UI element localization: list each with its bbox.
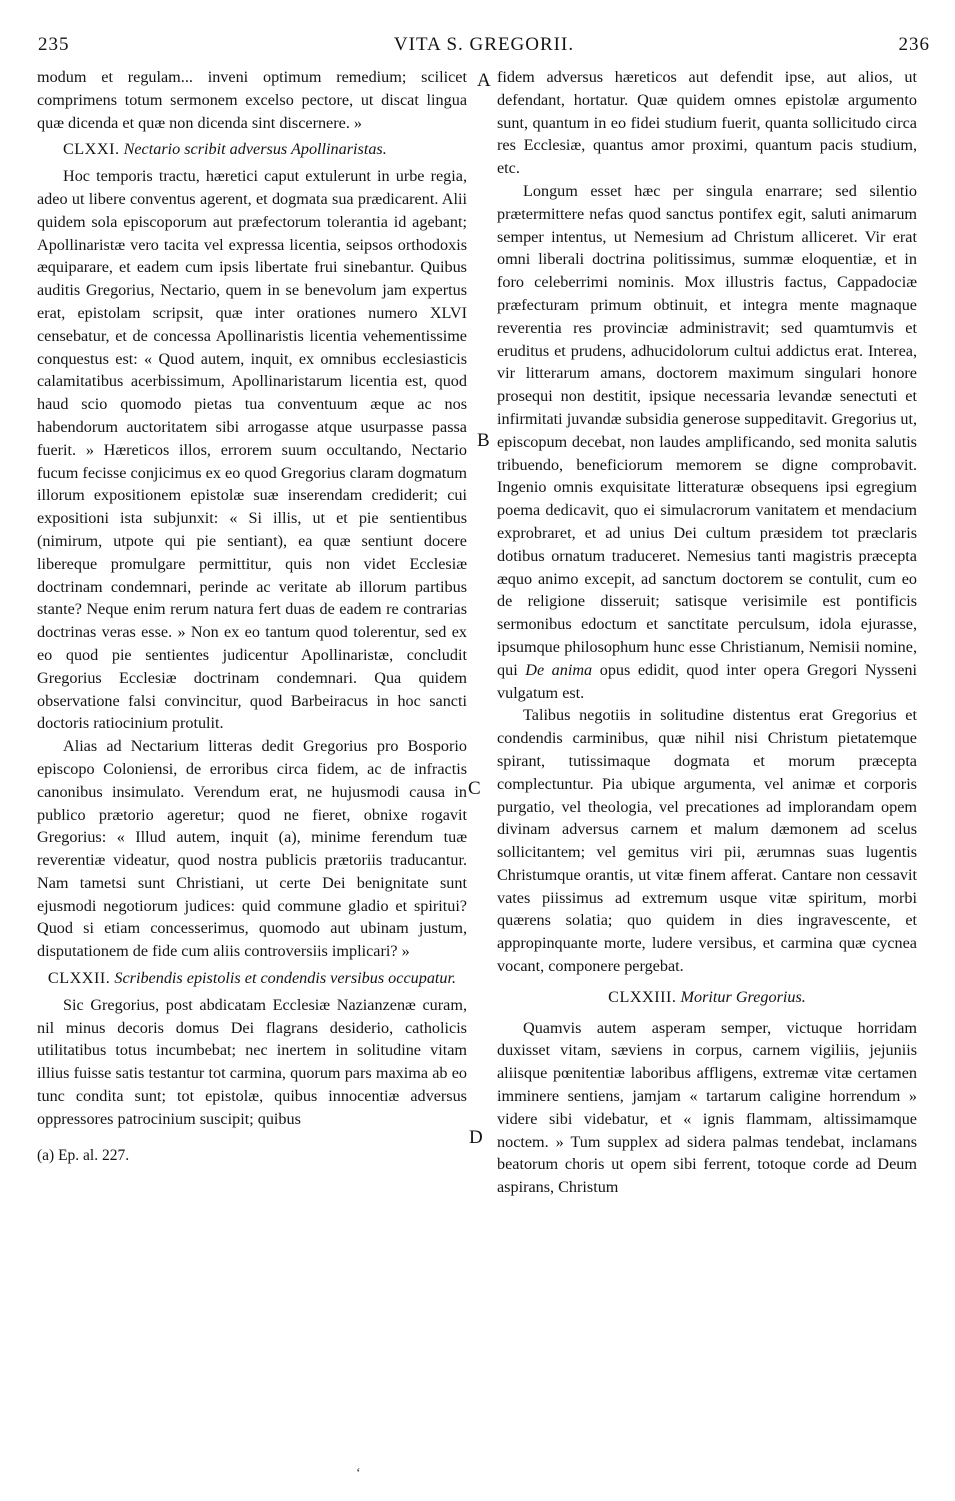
section-title: Scribendis epistolis et condendis versibus occupatur. bbox=[114, 969, 457, 988]
paragraph: Quamvis autem asperam semper, victuque horridam duxisset vitam, sæviens in corpus, carnem vigiliis, jejuniis aliisque pœnitentiæ laboribus affligens, extremæ vitæ certamen imminere sentiens, jamjam « tartarum caligine horrendum » videre sibi videbatur, et « ignis flammam, altissimamque noctem. » Tum supplex ad sidera palmas tendebat, inclamans beatorum choris ut opem sibi ferrent, totoque corde ad Deum aspirans, Christum bbox=[497, 1018, 917, 1197]
running-header bbox=[38, 34, 930, 60]
paragraph: Sic Gregorius, post abdicatam Ecclesiæ Nazianzenæ curam, nil minus decoris domus Dei flagrans desiderio, catholicis utilitatibus totus incumbebat; nec inertem in solitudine vitam illius fuisse satis testantur tot carmina, quorum pars maxima ab eo tunc condita sunt; tot epistolæ, quibus innocentiæ adversus oppressores patrocinium suscipit; quibus bbox=[37, 995, 467, 1128]
running-title: VITA S. GREGORII. bbox=[393, 34, 575, 55]
paragraph: Talibus negotiis in solitudine distentus erat Gregorius et condendis carminibus, quæ nihil nisi Christum pietatemque spirant, tutissimaque dogmata et morum præcepta complectuntur. Pia ubique argumenta, vel animæ et corporis purgatio, vel theologia, vel precationes ad implorandam opem divinam adversus carnem et malum dæmonem ad scelus sollicitantem; vel gemitus viri pii, ærumnas suas lugentis Christumque orantis, ut vitæ finem afferat. Cantare non cessavit vates piissimus ad extremum usque vitæ spiritum, morbi quærens solatia; quo quidem in dies ingravescente, et appropinquante morte, ludere versibus, et carmina quæ cycnea vocant, componere pergebat. bbox=[497, 706, 917, 976]
paragraph: Hoc temporis tractu, hæretici caput extulerunt in urbe regia, adeo ut libere conventus agerent, et dogmata sua prædicarent. Alii quidem sola episcoporum aut præfectorum tolerantia id agebant; Apollinaristæ vero tacita vel expressa licentia, seipsos orthodoxis æquiparare, et eadem cum ipsis libertate frui sinebantur. Quibus auditis Gregorius, Nectario, quem in se benevolum jam expertus erat, epistolam scripsit, quæ inter orationes numero XLVI censebatur, et de concessa Apollinaristis licentia vehementissime conquestus est: « Quod autem, inquit, ex omnibus ecclesiasticis calamitatibus acerbissimum, Apollinaristarum licentia est, quod haud scio quomodo pietas tua conventuum æque ac nos habendorum auctoritatem sibi arrogasse atque usurpasse passa fuerit. » Hæreticos illos, errorem suum occultando, Nectario fucum fecisse conjicimus ex eo quod Gregorius claram dogmatum illorum expositionem epistolæ suæ inserendam crediderit; cui expositioni ista subjunxit: « Si illis, ut et pie sentientibus (nimirum, utpote qui pie sentiant), ea quæ sentiunt docere libereque promulgare permittitur, quis non videt Ecclesiæ doctrinam condemnari, perinde ac veritate ab illorum partibus stante? Neque enim rerum natura fert duas de eadem re contrarias doctrinas veras esse. » Non ex eo tantum quod tolerentur, sed ex eo quod pie sentientes judicentur Apollinaristæ, concludit Gregorius Ecclesiæ doctrinam condemnari. Qua quidem observatione falsi convincitur, quod Barbeiracus in hoc sancti doctoris ratiocinium protulit. bbox=[37, 167, 467, 733]
paragraph: fidem adversus hæreticos aut defendit ipse, aut alios, ut defendant, hortatur. Quæ quidem omnes epistolæ argumento sunt, quantum in eo fidei studium fuerit, quanta sollicitudo circa res Ecclesiæ, quantus amor proximi, quantum pacis studium, etc. bbox=[497, 68, 917, 178]
margin-marker-d: D bbox=[469, 1127, 483, 1148]
section-title: Moritur Gregorius. bbox=[680, 987, 806, 1006]
section-heading-clxxi bbox=[37, 138, 467, 161]
page-number-right: 236 bbox=[898, 34, 930, 55]
footnote: (a) Ep. al. 227. bbox=[37, 1146, 130, 1164]
paragraph: Alias ad Nectarium litteras dedit Gregorius pro Bosporio episcopo Coloniensi, de erroribus circa fidem, ac de infractis canonibus insimulato. Verendum erat, ne hujusmodi causa in publico prætorio ageretur; quod ne fieret, obnixe rogavit Gregorius: « Illud autem, inquit (a), minime ferendum tuæ reverentiæ videatur, quod nostra publicis prætoriis traducantur. Nam tametsi sunt Christiani, ut certe Dei benignitate sunt ejusmodi negotiorum judices: quid commune gladio et spiritui? Quod si etiam concesserimus, quomodo aut ubinam justum, disputationem de fide cum aliis controversiis implicari? » bbox=[37, 737, 467, 961]
paragraph-text: Longum esset hæc per singula enarrare; sed silentio prætermittere nefas quod sanctus pontifex egit, saluti animarum semper intentus, ut Nemesium ad Christum alliceret. Vir erat omni liberali doctrina politissimus, summæ eloquentiæ, et in foro celeberrimi nominis. Mox illustris factus, Cappadociæ præfecturam primum obtinuit, et integra mente magnaque reverentia res provinciæ administravit; sed quamtumvis et eruditus et prudens, adhucidolorum cultui addictus erat. Interea, vir litterarum amans, doctorem maximum singulari honore prosequi non destitit, ipsique necessaria levandæ senectuti et infirmitati juvandæ subsidia generose suppeditavit. Gregorius ut, episcopum decebat, non laudes amplificando, sed monita salutis tribuendo, beneficiorum memorem se digne comprobavit. Ingenio omnis exquisitate litteraturæ obsequens ipsi egregium poema dedicavit, quo ei simulacrorum vanitatem et mendacium exprobraret, et ad unius Dei cultum præsidem tot præclaris dotibus ornatum traduceret. Nemesius tanti magistris præcepta æquo animo excepit, ad sanctum doctorem se contulit, cum eo de religione disseruit; satisque verisimile est pontificis sermonibus edoctum et sanctitate perculsum, idola ejurasse, ipsumque philosophum hunc esse Christianum, Nemisii nomine, qui bbox=[497, 181, 917, 679]
margin-marker-a: A bbox=[477, 70, 491, 91]
section-number: CLXXI. bbox=[63, 140, 120, 159]
paragraph-text: opus edidit, quod inter opera Gregori Nysseni vulgatum est. bbox=[497, 660, 918, 702]
right-column bbox=[497, 66, 917, 1199]
paragraph: modum et regulam... inveni optimum remedium; scilicet comprimens totum sermonem excelso pectore, ut discat lingua quæ dicenda et quæ non dicenda sint discernere. » bbox=[37, 68, 467, 132]
section-title: Nectario scribit adversus Apollinaristas. bbox=[123, 140, 387, 159]
section-number: CLXXII. bbox=[47, 969, 111, 988]
left-column bbox=[37, 66, 467, 1167]
section-number: CLXXIII. bbox=[608, 987, 677, 1006]
section-heading-clxxiii bbox=[497, 986, 917, 1009]
margin-marker-c: C bbox=[468, 778, 481, 799]
page-number-left: 235 bbox=[38, 34, 70, 55]
section-heading-clxxii bbox=[37, 967, 467, 990]
margin-marker-b: B bbox=[477, 430, 490, 451]
paragraph bbox=[497, 180, 917, 704]
stray-mark: ʻ bbox=[356, 1466, 361, 1481]
work-title: De anima bbox=[525, 660, 593, 679]
